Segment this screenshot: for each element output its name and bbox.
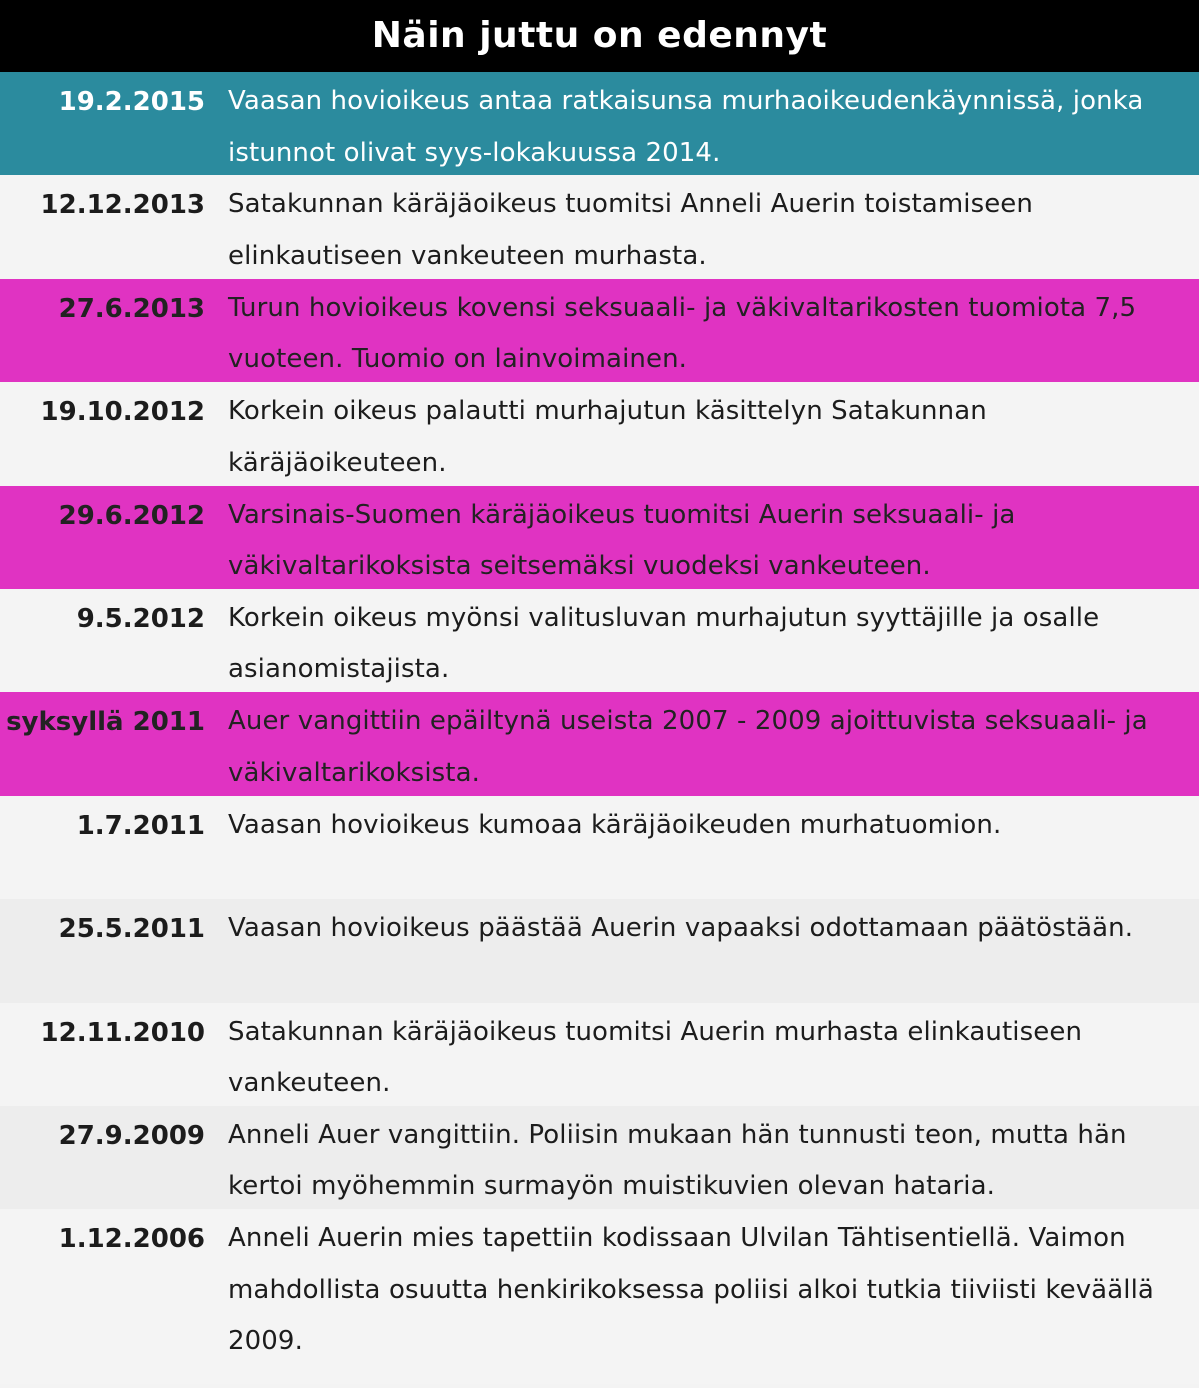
timeline-text: Vaasan hovioikeus antaa ratkaisunsa murhaoikeudenkäynnissä, jonka istunnot olivat syys-lokakuussa 2014. [228,86,1144,168]
timeline-row [0,1003,1199,1106]
timeline-text: Anneli Auerin mies tapettiin kodissaan Ulvilan Tähtisentiellä. Vaimon mahdollista osuutta henkirikoksessa poliisi alkoi tutkia tiiviisti keväällä 2009. [228,1223,1154,1357]
timeline-text: Korkein oikeus myönsi valitusluvan murhajutun syyttäjille ja osalle asianomistajista. [228,602,1100,685]
timeline-text: Vaasan hovioikeus kumoaa käräjäoikeuden murhatuomion. [228,809,1002,840]
timeline-row [0,175,1199,278]
timeline-date: syksyllä 2011 [6,707,205,738]
timeline-text: Anneli Auer vangittiin. Poliisin mukaan hän tunnusti teon, mutta hän kertoi myöhemmin surmayön muistikuvien olevan hataria. [228,1119,1127,1202]
timeline-date: 19.2.2015 [58,87,205,117]
timeline-date: 12.12.2013 [40,190,205,221]
timeline-row [0,1209,1199,1384]
timeline-date: 1.12.2006 [58,1224,205,1255]
timeline-text: Satakunnan käräjäoikeus tuomitsi Auerin murhasta elinkautiseen vankeuteen. [228,1016,1083,1099]
timeline-text: Korkein oikeus palautti murhajutun käsittelyn Satakunnan käräjäoikeuteen. [228,396,987,478]
timeline-row [0,692,1199,795]
timeline-row [0,382,1199,485]
timeline-date: 25.5.2011 [58,914,205,945]
timeline-row [0,279,1199,382]
timeline-date: 29.6.2012 [58,500,205,531]
timeline-row [0,899,1199,1002]
timeline-date: 9.5.2012 [76,603,205,634]
timeline-text: Satakunnan käräjäoikeus tuomitsi Anneli Auerin toistamiseen elinkautiseen vankeuteen murhasta. [228,189,1033,271]
timeline [0,72,1199,1384]
page-title: Näin juttu on edennyt [0,0,1199,72]
timeline-row [0,796,1199,899]
timeline-row [0,589,1199,692]
timeline-date: 12.11.2010 [40,1017,205,1048]
timeline-date: 27.9.2009 [58,1120,205,1151]
timeline-row [0,486,1199,589]
timeline-date: 1.7.2011 [76,810,205,841]
timeline-text: Vaasan hovioikeus päästää Auerin vapaaksi odottamaan päätöstään. [228,913,1134,944]
timeline-text: Auer vangittiin epäiltynä useista 2007 - 2009 ajoittuvista seksuaali- ja väkivaltarikoksista. [228,706,1148,788]
timeline-row [0,72,1199,175]
timeline-text: Turun hovioikeus kovensi seksuaali- ja väkivaltarikosten tuomiota 7,5 vuoteen. Tuomio on lainvoimainen. [228,292,1137,375]
timeline-date: 19.10.2012 [40,397,205,428]
timeline-text: Varsinais-Suomen käräjäoikeus tuomitsi Auerin seksuaali- ja väkivaltarikoksista seitsemäksi vuodeksi vankeuteen. [228,499,1016,582]
timeline-date: 27.6.2013 [58,293,205,324]
timeline-row [0,1106,1199,1209]
